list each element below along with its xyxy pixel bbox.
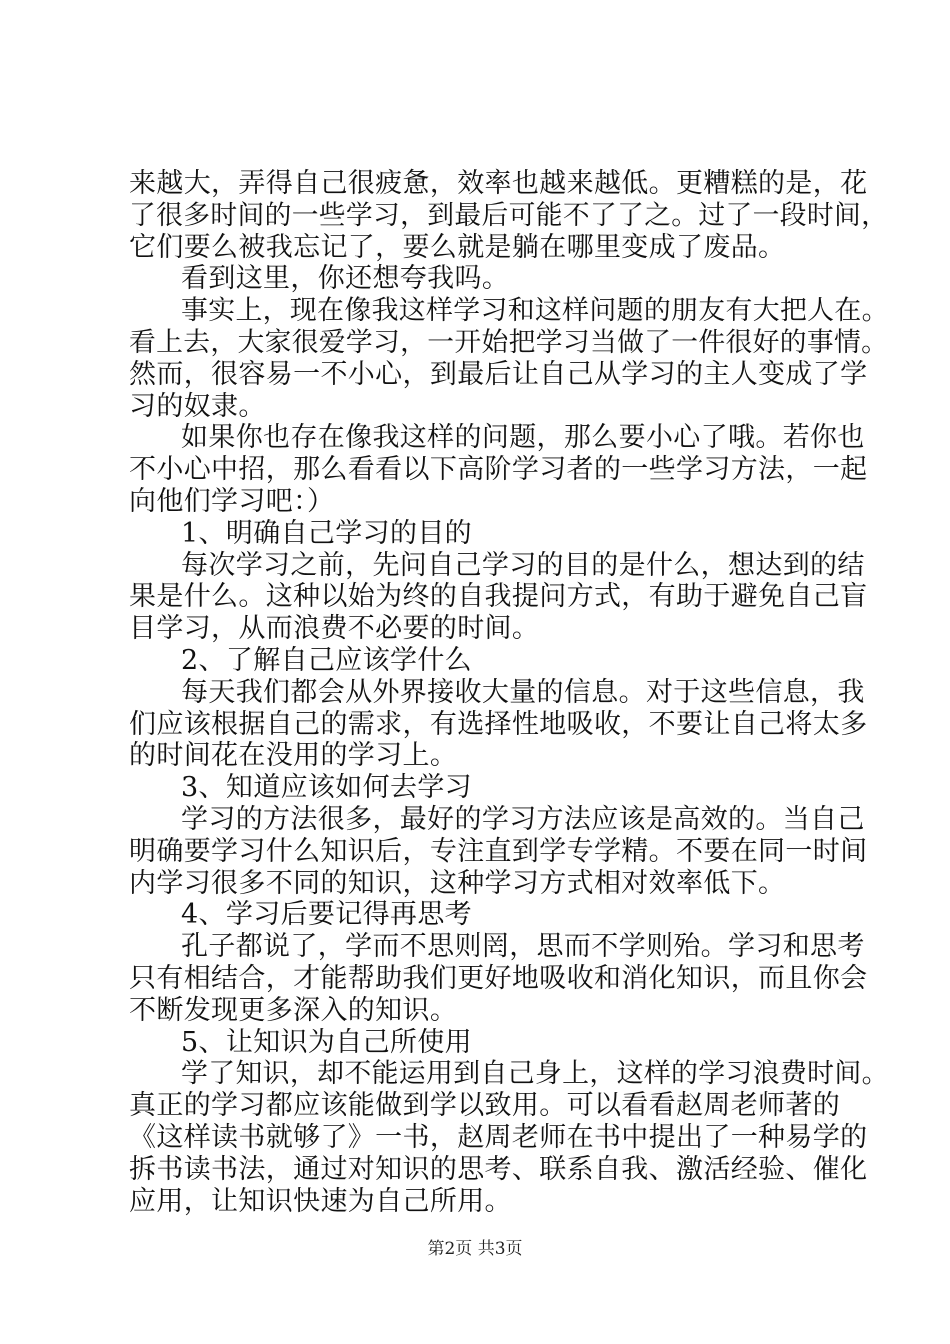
text-line: 果是什么。这种以始为终的自我提问方式，有助于避免自己盲 [129, 581, 868, 613]
text-line: 向他们学习吧：） [129, 485, 335, 517]
text-line: 3、知道应该如何去学习 [181, 772, 473, 804]
text-line: 真正的学习都应该能做到学以致用。可以看看赵周老师著的 [129, 1090, 841, 1122]
text-line: 来越大，弄得自己很疲惫，效率也越来越低。更糟糕的是，花 [129, 168, 868, 199]
text-line: 《这样读书就够了》一书，赵周老师在书中提出了一种易学的 [129, 1121, 868, 1153]
text-line: 们应该根据自己的需求，有选择性地吸收，不要让自己将太多 [129, 708, 868, 740]
text-line: 学习的方法很多，最好的学习方法应该是高效的。当自己 [181, 803, 865, 835]
text-line: 应用，让知识快速为自己所用。 [129, 1185, 512, 1217]
text-line: 如果你也存在像我这样的问题，那么要小心了哦。若你也 [181, 422, 865, 454]
body-text [129, 168, 889, 1217]
text-line: 不断发现更多深入的知识。 [129, 994, 458, 1026]
text-line: 只有相结合，才能帮助我们更好地吸收和消化知识，而且你会 [129, 962, 868, 994]
text-line: 目学习，从而浪费不必要的时间。 [129, 613, 540, 645]
text-line: 然而，很容易一不小心，到最后让自己从学习的主人变成了学 [129, 358, 868, 390]
text-line: 看上去，大家很爱学习，一开始把学习当做了一件很好的事情。 [129, 326, 889, 358]
text-line: 学了知识，却不能运用到自己身上，这样的学习浪费时间。 [181, 1058, 889, 1090]
text-line: 内学习很多不同的知识，这种学习方式相对效率低下。 [129, 867, 786, 899]
text-line: 孔子都说了，学而不思则罔，思而不学则殆。学习和思考 [181, 931, 865, 963]
page-footer: 第2页 共3页 [427, 1239, 523, 1259]
text-line: 每天我们都会从外界接收大量的信息。对于这些信息，我 [181, 676, 865, 708]
text-line: 了很多时间的一些学习，到最后可能不了了之。过了一段时间， [129, 199, 889, 231]
text-line: 1、明确自己学习的目的 [181, 517, 473, 549]
text-line: 2、了解自己应该学什么 [181, 644, 473, 676]
text-line: 看到这里，你还想夸我吗。 [181, 263, 510, 295]
text-line: 的时间花在没用的学习上。 [129, 740, 458, 772]
text-line: 习的奴隶。 [129, 390, 266, 422]
text-line: 每次学习之前，先问自己学习的目的是什么，想达到的结 [181, 549, 865, 581]
text-line: 明确要学习什么知识后，专注直到学专学精。不要在同一时间 [129, 835, 868, 867]
text-line: 4、学习后要记得再思考 [181, 899, 473, 931]
text-line: 5、让知识为自己所使用 [181, 1026, 473, 1058]
text-line: 拆书读书法，通过对知识的思考、联系自我、激活经验、催化 [129, 1153, 868, 1185]
text-line: 事实上，现在像我这样学习和这样问题的朋友有大把人在。 [181, 295, 889, 327]
text-line: 不小心中招，那么看看以下高阶学习者的一些学习方法，一起 [129, 454, 868, 486]
text-line: 它们要么被我忘记了，要么就是躺在哪里变成了废品。 [129, 231, 786, 263]
